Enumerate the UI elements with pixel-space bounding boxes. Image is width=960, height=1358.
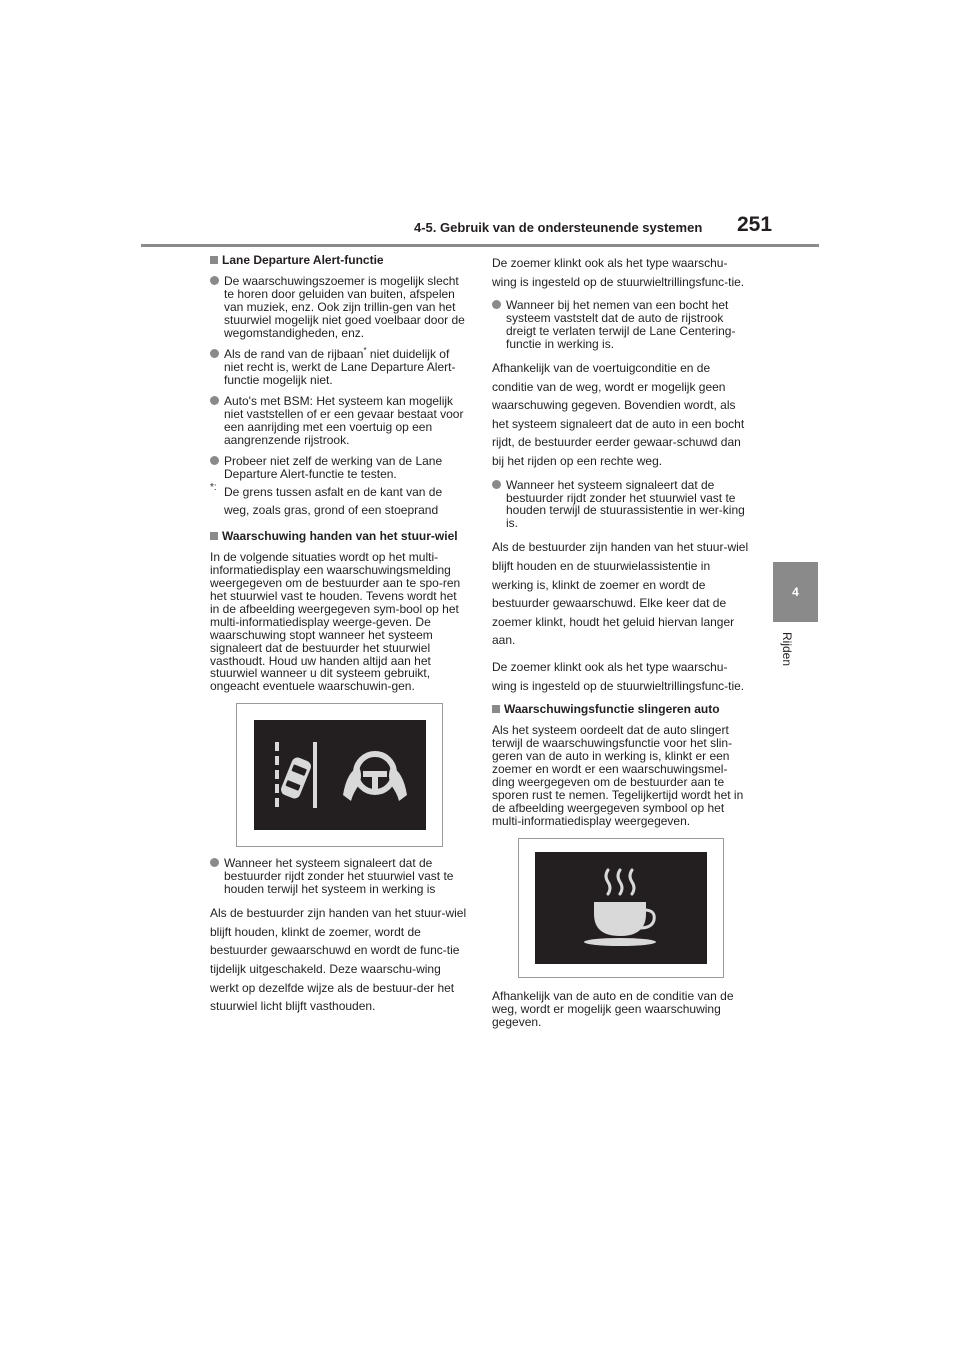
paragraph: De zoemer klinkt ook als het type waarschu-wing is ingesteld op de stuurwieltrillingsfunc-tie. — [492, 659, 745, 693]
bullet-dot-icon — [210, 396, 219, 405]
paragraph: Als de bestuurder zijn handen van het stuur-wiel blijft houden, klinkt de zoemer, wordt de bestuurder gewaarschuwd en wordt de func-tie tijdelijk uitgeschakeld. Deze waarschu-wing werkt op dezelfde wijze als de bestuur-der het stuurwiel licht blijft vasthouden. — [210, 906, 467, 1014]
chapter-number: 4 — [792, 585, 799, 599]
section-title: 4-5. Gebruik van de ondersteunende systemen — [414, 220, 703, 235]
bullet-item: Wanneer het systeem signaleert dat de bestuurder rijdt zonder het stuurwiel vast te houden terwijl de stuurassistentie in wer-king is. — [492, 479, 750, 531]
bullet-item: Als de rand van de rijbaan* niet duidelijk of niet recht is, werkt de Lane Departure Alert-functie mogelijk niet. — [210, 348, 468, 387]
chapter-label: Rijden — [780, 632, 794, 667]
bullet-item: Wanneer het systeem signaleert dat de bestuurder rijdt zonder het stuurwiel vast te houden terwijl het systeem in werking is — [210, 857, 468, 896]
footnote-mark: *: — [210, 481, 217, 493]
paragraph: Afhankelijk van de voertuigconditie en de conditie van de weg, wordt er mogelijk geen waarschuwing gegeven. Bovendien wordt, als het systeem signaleert dat de auto in een bocht rijdt, de bestuurder eerder gewaar-schuwd dan bij het rijden op een rechte weg. — [492, 361, 745, 468]
bullet-item: De waarschuwingszoemer is mogelijk slecht te horen door geluiden van buiten, afspelen van muziek, enz. Ook zijn trillin-gen van het stuurwiel mogelijk niet goed voelbaar door de wegomstandigheden, enz. — [210, 275, 468, 340]
paragraph: In de volgende situaties wordt op het multi-informatiedisplay een waarschuwingsmelding weergegeven om de bestuurder aan te spo-ren het stuurwiel vast te houden. Tevens wordt het in de afbeelding weergegeven sym-bool op het multi-informatiedisplay weerge-geven. De waarschuwing stopt wanneer het systeem signaleert dat de bestuurder het stuurwiel vasthoudt. Houd uw handen altijd aan het stuurwiel wanneer u dit systeem gebruikt, ongeacht eventuele waarschuwin-gen. — [210, 549, 461, 694]
bullet-dot-icon — [210, 349, 219, 358]
footnote-ref: * — [363, 345, 367, 355]
right-column — [492, 254, 750, 1037]
paragraph: Als de bestuurder zijn handen van het stuur-wiel blijft houden en de stuurwielassistentie in werking is, klinkt de zoemer en wordt de bestuurder gewaarschuwd. Elke keer dat de zoemer klinkt, houdt het geluid hiervan langer aan. — [492, 540, 749, 648]
heading-hands-off-warning: Waarschuwing handen van het stuur-wiel — [210, 530, 468, 543]
steering-wheel-hands-icon — [339, 745, 411, 805]
page-number: 251 — [737, 213, 773, 236]
bullet-dot-icon — [210, 858, 219, 867]
footnote: *: De grens tussen asfalt en de kant van de weg, zoals gras, grond of een stoeprand — [210, 481, 443, 518]
heading-swaying-warning: Waarschuwingsfunctie slingeren auto — [492, 703, 750, 716]
bullet-dot-icon — [492, 480, 501, 489]
paragraph: Afhankelijk van de auto en de conditie van de weg, wordt er mogelijk geen waarschuwing gegeven. — [492, 988, 734, 1029]
header-rule — [141, 244, 819, 247]
coffee-cup-icon — [576, 866, 666, 950]
paragraph: Als het systeem oordeelt dat de auto slingert terwijl de waarschuwingsfunctie voor het slin-geren van de auto in werking is, klinkt er een zoemer en wordt er een waarschuwingsmel-ding weergegeven om de bestuurder aan te sporen rust te nemen. Tegelijkertijd wordt het in de afbeelding weergegeven symbool op het multi-informatiedisplay weergegeven. — [492, 723, 744, 828]
display-screen — [254, 720, 426, 830]
bullet-dot-icon — [210, 456, 219, 465]
paragraph: De zoemer klinkt ook als het type waarschu-wing is ingesteld op de stuurwieltrillingsfunc-tie. — [492, 256, 745, 289]
lane-departure-car-icon — [269, 738, 325, 812]
figure-hands-off-display — [236, 703, 443, 847]
bullet-item: Auto's met BSM: Het systeem kan mogelijk niet vaststellen of er een gevaar bestaat voor een aanrijding met een voertuig op een aangrenzende rijstrook. — [210, 395, 468, 447]
figure-coffee-cup-display — [518, 838, 724, 978]
bullet-dot-icon — [210, 276, 219, 285]
left-column — [210, 254, 468, 1024]
bullet-item: Wanneer bij het nemen van een bocht het systeem vaststelt dat de auto de rijstrook dreigt te verlaten terwijl de Lane Centering-functie in werking is. — [492, 299, 750, 351]
display-screen — [535, 852, 707, 964]
heading-lane-departure: Lane Departure Alert-functie — [210, 254, 468, 267]
chapter-tab — [773, 562, 818, 622]
bullet-dot-icon — [492, 300, 501, 309]
bullet-item: Probeer niet zelf de werking van de Lane Departure Alert-functie te testen. — [210, 455, 468, 481]
